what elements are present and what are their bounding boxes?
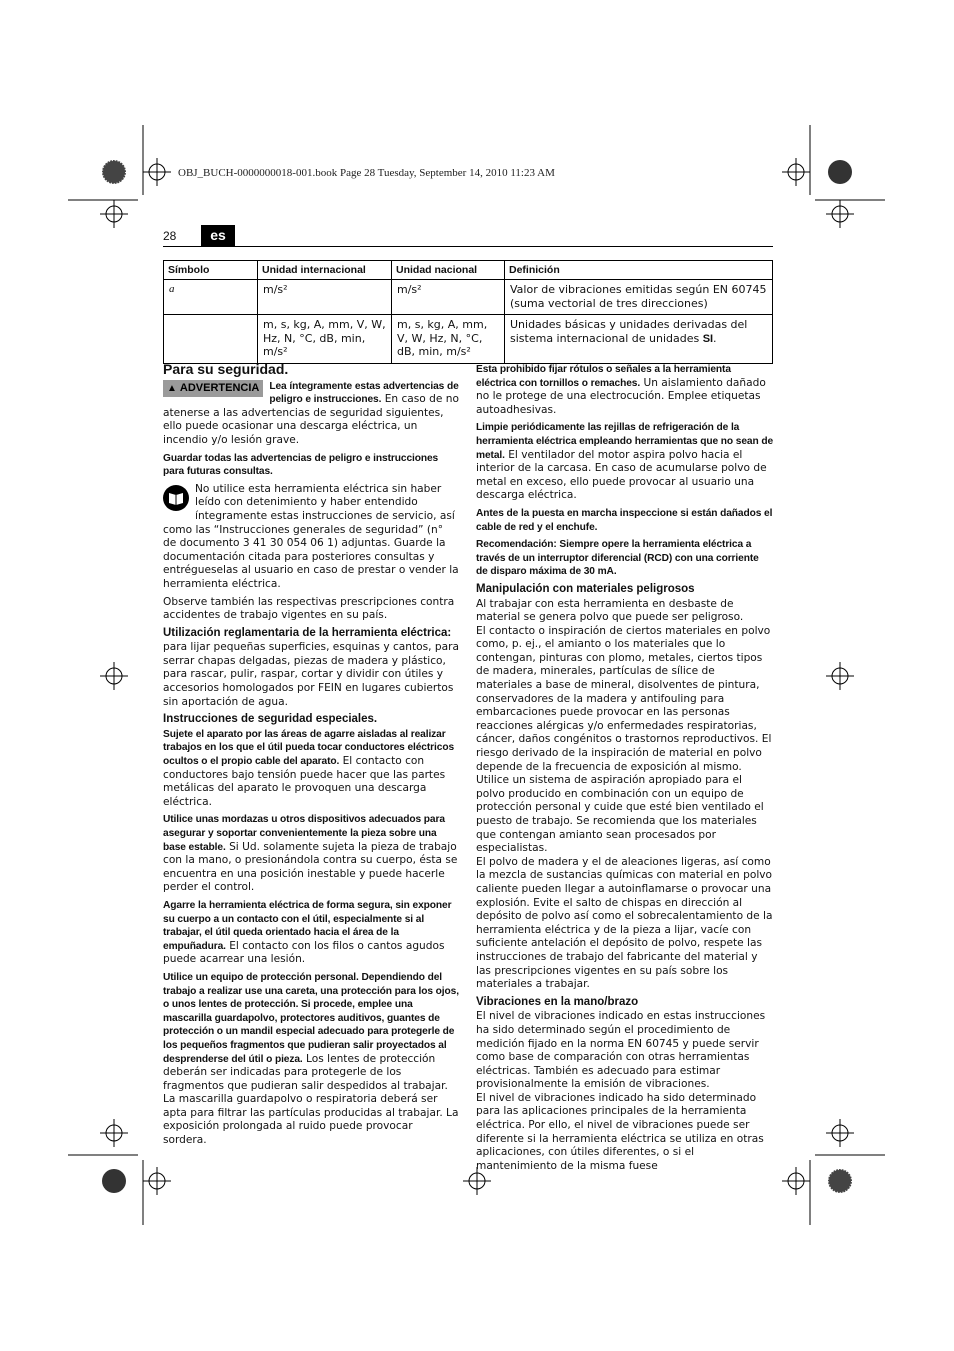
table-row (164, 280, 773, 315)
hazard-paragraph: El contacto o inspiración de ciertos materiales en polvo como, p. ej., el amianto o los materiales que lo contengan, pinturas con plomo, metales, ciertos tipos de madera, minerales, partículas de sílice de materiales a base de mineral, disolventes de pintura, conservadores de la madera y antifouling para embarcaciones puede provocar en las personas reacciones alérgicas y/o enfermedades respiratorias, cáncer, daños congénitos o trastornos reproductivos. El riesgo derivado de la inspiración de material en polvo depende de la frecuencia de exposición al mismo. Utilice un sistema de aspiración apropiado para el polvo producido en combinación con un equipo de protección personal y cuide que esté bien ventilado el puesto de trabajo. Se recomienda que los materiales que contengan amianto sean procesados por especialistas. (476, 624, 772, 855)
table-header-row (164, 261, 773, 280)
left-column (163, 363, 459, 1152)
safety-item-text: Un aislamiento dañado no le protege de una electrocución. Emplee etiquetas autoadhesivas. (476, 376, 766, 416)
table-header-cell: Símbolo (164, 261, 258, 280)
table-cell-text: Unidades básicas y unidades derivadas del sistema internacional de unidades (510, 318, 748, 345)
table-header-cell: Unidad nacional (392, 261, 505, 280)
units-table (163, 260, 773, 364)
safety-item (476, 421, 773, 503)
vibration-paragraph: El nivel de vibraciones indicado ha sido determinado para las aplicaciones principales de la herramienta eléctrica. Por ello, el nivel de vibraciones puede ser diferente si la herramienta eléctrica se utiliza en otras aplicaciones, con útiles diferentes, o si el mantenimiento de la misma fuese (476, 1091, 764, 1172)
read-manual-icon (163, 485, 189, 511)
header-rule (163, 246, 773, 247)
observe-paragraph: Observe también las respectivas prescripciones contra accidentes de trabajo vigentes en su país. (163, 595, 455, 622)
safety-item-text: El ventilador del motor aspira polvo hacia el interior de la carcasa. En caso de acumularse polvo de metal en exceso, ello puede provocar al usuario una descarga eléctrica. (476, 448, 767, 502)
section-title: Para su seguridad. (163, 361, 289, 377)
book-info-header: OBJ_BUCH-0000000018-001.book Page 28 Tuesday, September 14, 2010 11:23 AM (178, 167, 555, 179)
safety-item-lead: Limpie periódicamente las rejillas de refrigeración de la herramienta eléctrica empleando herramientas que no sean de metal. (476, 422, 774, 461)
table-row (164, 315, 773, 364)
keep-instructions: Guardar todas las advertencias de peligro e instrucciones para futuras consultas. (163, 452, 439, 478)
safety-item-lead: Utilice unas mordazas u otros dispositivos adecuados para asegurar y soportar convenientemente la pieza sobre una base estable. (163, 814, 445, 853)
hazardous-materials-title: Manipulación con materiales peligrosos (476, 582, 695, 595)
special-safety-title: Instrucciones de seguridad especiales. (163, 713, 378, 726)
safety-item-lead: Utilice un equipo de protección personal. Dependiendo del trabajo a realizar use una careta, una protección para los ojos, o unos lentes de protección. Si procede, emplee una mascarilla guardapolvo, protectores auditivos, guantes de protección o un mandil especial adecuado para protegerle de los pequeños fragmentos que pudieran salir proyectados al desprenderse del útil o pieza. (163, 971, 459, 1065)
rcd-recommendation: Recomendación: Siempre opere la herramienta eléctrica a través de un interruptor diferencial (RCD) con una corriente de disparo máxima de 30 mA. (476, 539, 759, 578)
table-cell: m, s, kg, A, mm, V, W, Hz, N, °C, dB, min, m/s² (258, 315, 392, 364)
safety-item-text: El contacto con los filos o cantos agudos puede acarrear una lesión. (163, 939, 445, 966)
page-number: 28 (163, 229, 177, 243)
table-cell: m/s² (258, 280, 392, 315)
safety-item (476, 363, 773, 417)
table-cell (164, 315, 258, 364)
table-cell: a (164, 280, 258, 315)
hazard-paragraph: El polvo de madera y el de aleaciones ligeras, así como la mezcla de sustancias químicas con material en polvo caliente pueden llegar a autoinflamarse o provocar una explosión. Evite el salto de chispas en dirección al depósito de polvo así como el sobrecalentamiento de la herramienta eléctrica y de la pieza a lijar, vacíe con suficiente antelación el depósito de polvo, respete las instrucciones de trabajo del fabricante del material y las prescripciones vigentes en su país sobre los materiales a trabajar. (476, 855, 773, 991)
safety-item-lead: Sujete el aparato por las áreas de agarre aisladas al realizar trabajos en los que el útil pueda tocar conductores eléctricos ocultos o el propio cable del aparato. (163, 728, 455, 768)
warning-triangle-icon: ▲ (167, 382, 177, 394)
language-tab: es (201, 225, 235, 246)
table-cell (505, 315, 773, 364)
safety-item (163, 813, 459, 895)
table-header-cell: Definición (505, 261, 773, 280)
safety-item-text: Los lentes de protección deberán ser indicadas para protegerle de los fragmentos que pudieran salir despedidos al trabajar. La mascarilla guardapolvo o respiratoria deberá ser apta para filtrar las partículas producidas al trabajar. La exposición prolongada al ruido puede provocar sordera. (163, 1052, 459, 1147)
hazard-paragraph: Al trabajar con esta herramienta en desbaste de material se genera polvo que puede ser peligroso. (476, 597, 744, 624)
safety-item-lead: Agarre la herramienta eléctrica de forma segura, sin exponer su cuerpo a un contacto con el útil, especialmente si al trabajar, el útil queda orientado hacia el área de la empuñadura. (163, 899, 452, 952)
safety-item (163, 899, 459, 967)
si-label: SI (702, 332, 713, 345)
table-cell: m, s, kg, A, mm, V, W, Hz, N, °C, dB, min, m/s² (392, 315, 505, 364)
table-cell: m/s² (392, 280, 505, 315)
safety-item-lead: Esta prohibido fijar rótulos o señales a la herramienta eléctrica con tornillos o remaches. (476, 364, 731, 389)
safety-item (163, 728, 459, 810)
manual-text: No utilice esta herramienta eléctrica sin haber leído con detenimiento y haber entendido íntegramente estas instrucciones de servicio, así como las “Instrucciones generales de seguridad” (n° de documento 3 41 30 054 06 1) adjuntas. Guarde la documentación citada para posteriores consultas y entrégueselas al usuario en caso de prestar o vender la herramienta eléctrica. (163, 482, 459, 590)
warning-paragraph (163, 380, 459, 448)
vibration-title: Vibraciones en la mano/brazo (476, 995, 639, 1008)
safety-item-text: El contacto con conductores bajo tensión puede hacer que las partes metálicas del aparato le provoquen una descarga eléctrica. (163, 755, 446, 808)
intended-use-title: Utilización reglamentaria de la herramienta eléctrica: (163, 626, 452, 639)
table-cell: Valor de vibraciones emitidas según EN 60745 (suma vectorial de tres direcciones) (505, 280, 773, 315)
warning-text: En caso de no atenerse a las advertencias de seguridad siguientes, ello puede ocasionar una descarga eléctrica, un incendio y/o lesión grave. (163, 393, 459, 446)
vibration-paragraph: El nivel de vibraciones indicado en estas instrucciones ha sido determinado según el procedimiento de medición fijado en la norma EN 60745 y puede servir como base de comparación con otras herramientas eléctricas. También es adecuado para estimar provisionalmente la emisión de vibraciones. (476, 1010, 766, 1091)
safety-item-text: Si Ud. solamente sujeta la pieza de trabajo con la mano, o presionándola contra su cuerpo, ésta se encuentra en una posición inestable y puede hacerle perder el control. (163, 840, 458, 894)
si-period: . (712, 331, 717, 345)
inspect-cable: Antes de la puesta en marcha inspeccione si están dañados el cable de red y el enchufe. (476, 507, 773, 533)
table-header-cell: Unidad internacional (258, 261, 392, 280)
intended-use-text: para lijar pequeñas superficies, esquinas y cantos, para serrar chapas delgadas, piezas de madera y plástico, para rascar, pulir, raspar, cortar y dividir con útiles y accesorios homologados por FEIN en lugares cubiertos sin aportación de agua. (163, 641, 459, 708)
right-column (476, 363, 773, 1173)
warning-lead: Lea íntegramente estas advertencias de peligro e instrucciones. (269, 380, 459, 406)
warning-badge (163, 380, 263, 397)
warning-badge-label: ADVERTENCIA (179, 381, 260, 394)
manual-paragraph (163, 483, 459, 592)
safety-item (163, 971, 459, 1148)
